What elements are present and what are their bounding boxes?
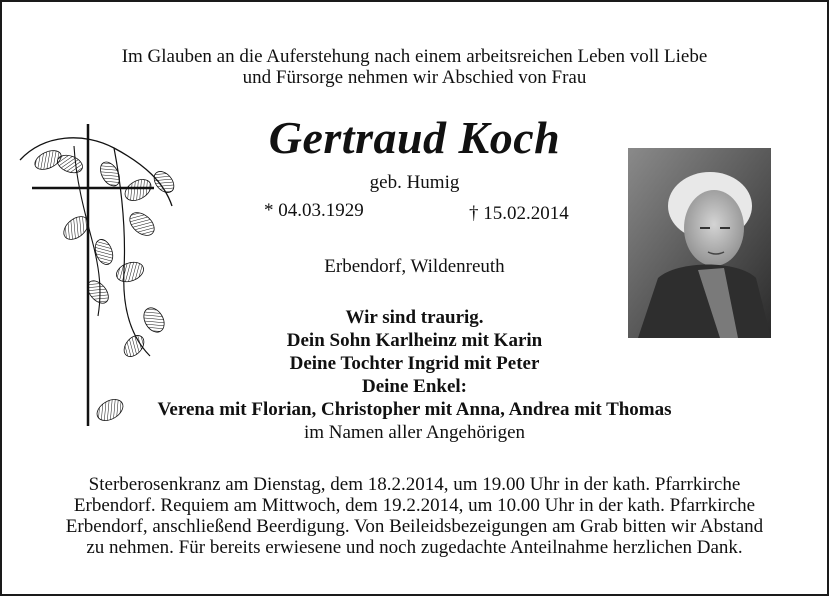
- mourners-line: Verena mit Florian, Christopher mit Anna, Andrea mit Thomas: [157, 399, 672, 420]
- portrait-photo: [628, 148, 771, 338]
- service-notice: [2, 474, 827, 558]
- maiden-name: geb. Humig: [369, 172, 460, 193]
- mourners-line: Wir sind traurig.: [345, 307, 484, 328]
- intro-line: Im Glauben an die Auferstehung nach einem arbeitsreichen Leben voll Liebe: [121, 46, 708, 67]
- notice-line: Erbendorf. Requiem am Mittwoch, dem 19.2.2014, um 10.00 Uhr in der kath. Pfarrkirche: [73, 495, 756, 516]
- notice-line: Sterberosenkranz am Dienstag, dem 18.2.2014, um 19.00 Uhr in der kath. Pfarrkirche: [88, 474, 741, 495]
- mourners-line: im Namen aller Angehörigen: [303, 422, 526, 443]
- mourners-line: Dein Sohn Karlheinz mit Karin: [286, 330, 543, 351]
- deceased-name: Gertraud Koch: [268, 112, 561, 163]
- cross-with-birch-branch-icon: [14, 120, 184, 432]
- place-of-residence: Erbendorf, Wildenreuth: [324, 256, 505, 277]
- birth-date: * 04.03.1929: [264, 200, 364, 221]
- intro-line: und Fürsorge nehmen wir Abschied von Frau: [242, 67, 587, 88]
- notice-line: zu nehmen. Für bereits erwiesene und noch zugedachte Anteilnahme herzlichen Dank.: [86, 537, 743, 558]
- notice-line: Erbendorf, anschließend Beerdigung. Von Beileidsbezeigungen am Grab bitten wir Abstand: [65, 516, 764, 537]
- death-date: † 15.02.2014: [469, 203, 569, 224]
- intro-text: [2, 46, 827, 88]
- mourners-line: Deine Enkel:: [361, 376, 468, 397]
- mourners-line: Deine Tochter Ingrid mit Peter: [289, 353, 540, 374]
